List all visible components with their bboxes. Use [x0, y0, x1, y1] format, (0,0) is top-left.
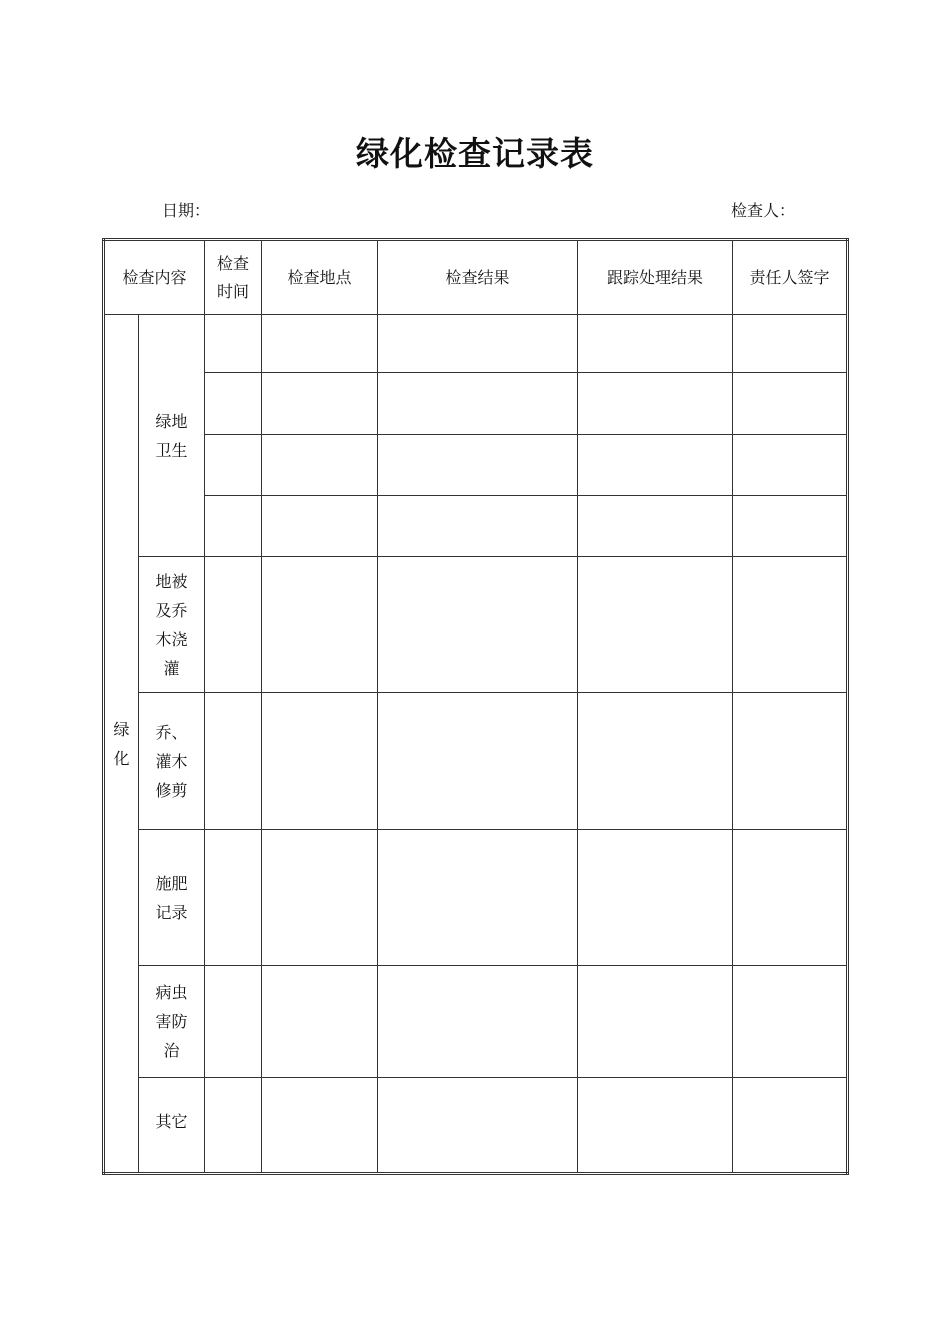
result-cell[interactable] [378, 315, 578, 373]
followup-cell[interactable] [578, 693, 733, 830]
time-cell[interactable] [205, 693, 262, 830]
result-cell[interactable] [378, 435, 578, 496]
result-cell[interactable] [378, 966, 578, 1078]
header-content: 检查内容 [104, 240, 205, 315]
location-cell[interactable] [262, 435, 378, 496]
table-row [104, 966, 848, 1078]
signature-cell[interactable] [733, 830, 848, 966]
category-line: 其它 [155, 1112, 188, 1131]
category-line: 治 [163, 1041, 180, 1060]
header-time-line1: 检查 [216, 253, 249, 273]
table-row [104, 315, 848, 373]
category-line: 卫生 [155, 440, 188, 460]
time-cell[interactable] [205, 435, 262, 496]
table-row [104, 496, 848, 557]
category-line: 病虫 [155, 983, 188, 1002]
signature-cell[interactable] [733, 496, 848, 557]
time-cell[interactable] [205, 830, 262, 966]
signature-cell[interactable] [733, 1078, 848, 1174]
outer-category-line2: 化 [113, 748, 130, 768]
category-cell-1 [139, 557, 205, 693]
followup-cell[interactable] [578, 435, 733, 496]
category-line: 灌木 [155, 751, 188, 771]
time-cell[interactable] [205, 966, 262, 1078]
header-signature: 责任人签字 [733, 240, 848, 315]
time-cell[interactable] [205, 496, 262, 557]
location-cell[interactable] [262, 1078, 378, 1174]
category-cell-3 [139, 830, 205, 966]
header-time [205, 240, 262, 315]
category-line: 修剪 [155, 780, 188, 800]
followup-cell[interactable] [578, 557, 733, 693]
category-line: 及乔 [155, 600, 188, 620]
followup-cell[interactable] [578, 373, 733, 435]
followup-cell[interactable] [578, 315, 733, 373]
category-line: 记录 [155, 902, 188, 922]
followup-cell[interactable] [578, 496, 733, 557]
result-cell[interactable] [378, 830, 578, 966]
followup-cell[interactable] [578, 1078, 733, 1174]
header-location: 检查地点 [262, 240, 378, 315]
table-row [104, 1078, 848, 1174]
category-cell-2 [139, 693, 205, 830]
category-line: 害防 [155, 1012, 188, 1031]
category-cell-0 [139, 315, 205, 557]
followup-cell[interactable] [578, 830, 733, 966]
table-row [104, 373, 848, 435]
signature-cell[interactable] [733, 373, 848, 435]
location-cell[interactable] [262, 693, 378, 830]
result-cell[interactable] [378, 1078, 578, 1174]
outer-category-line1: 绿 [113, 719, 130, 739]
result-cell[interactable] [378, 693, 578, 830]
table-row [104, 435, 848, 496]
time-cell[interactable] [205, 557, 262, 693]
inspection-table [102, 238, 849, 1175]
outer-category [104, 315, 139, 1174]
header-time-line2: 时间 [216, 281, 249, 301]
signature-cell[interactable] [733, 435, 848, 496]
signature-cell[interactable] [733, 315, 848, 373]
signature-cell[interactable] [733, 557, 848, 693]
location-cell[interactable] [262, 496, 378, 557]
result-cell[interactable] [378, 496, 578, 557]
category-line: 地被 [155, 571, 188, 591]
location-cell[interactable] [262, 557, 378, 693]
signature-cell[interactable] [733, 966, 848, 1078]
result-cell[interactable] [378, 557, 578, 693]
category-line: 绿地 [155, 411, 188, 431]
form-title: 绿化检查记录表 [356, 134, 594, 173]
location-cell[interactable] [262, 966, 378, 1078]
location-cell[interactable] [262, 315, 378, 373]
category-line: 施肥 [155, 873, 188, 893]
category-line: 灌 [163, 658, 180, 678]
signature-cell[interactable] [733, 693, 848, 830]
category-line: 木浇 [155, 629, 188, 649]
category-cell-4 [139, 966, 205, 1078]
header-result: 检查结果 [378, 240, 578, 315]
table-row [104, 830, 848, 966]
location-cell[interactable] [262, 830, 378, 966]
result-cell[interactable] [378, 373, 578, 435]
category-line: 乔、 [155, 722, 188, 742]
time-cell[interactable] [205, 1078, 262, 1174]
followup-cell[interactable] [578, 966, 733, 1078]
date-label: 日期： [162, 201, 211, 220]
table-row [104, 557, 848, 693]
header-followup: 跟踪处理结果 [578, 240, 733, 315]
time-cell[interactable] [205, 373, 262, 435]
location-cell[interactable] [262, 373, 378, 435]
inspector-label: 检查人： [731, 201, 796, 220]
table-row [104, 693, 848, 830]
header-row [104, 240, 848, 315]
category-cell-5 [139, 1078, 205, 1174]
time-cell[interactable] [205, 315, 262, 373]
